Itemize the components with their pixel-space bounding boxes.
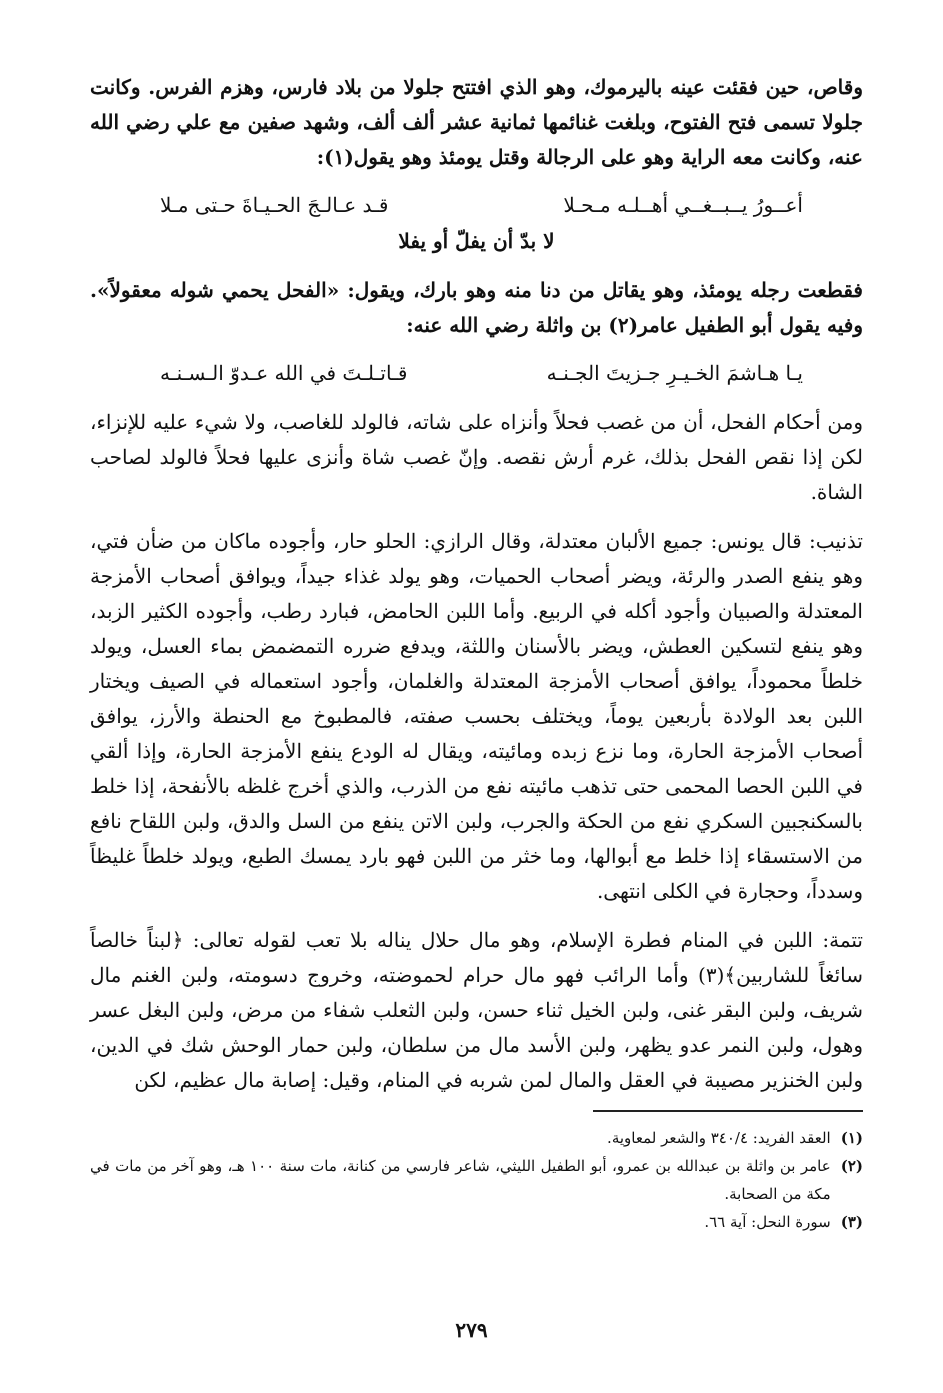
- footnote-number: (٣): [840, 1213, 863, 1231]
- footnote-item: [90, 1152, 863, 1208]
- verse-hemistich-left: قـاتـلـتَ في الله عـدوّ الـسـنـه: [160, 361, 408, 385]
- footnote-text: سورة النحل: آية ٦٦.: [704, 1213, 831, 1231]
- paragraph-tadhnib: تذنيب: قال يونس: جميع الألبان معتدلة، وقال الرازي: الحلو حار، وأجوده ماكان من ضأن فتي، وهو ينفع الصدر والرئة، ويضر أصحاب الحميات، وهو يولد غذاء جيداً، ويوافق أصحاب الأمزجة المعتدلة والصبيان وأجود أكله في الربيع. وأما اللبن الحامض، فبارد رطب، وأجوده الكثير الزبد، وهو ينفع لتسكين العطش، ويضر بالأسنان واللثة، ويدفع ضرره التمضمض بماء العسل، ويولد خلطاً محموداً، يوافق أصحاب الأمزجة المعتدلة والغلمان، وأجود استعماله في الصيف ويختار اللبن بعد الولادة بأربعين يوماً، ويختلف بحسب صفته، فالمطبوخ مع الحنطة والأرز، يوافق أصحاب الأمزجة الحارة، وما نزع زبده ومائيته، ويقال له الودع ينفع الأمزجة الحارة، وإذا ألقي في اللبن الحصا المحمى حتى تذهب مائيته نفع من الذرب، والذي أخرج غلظه بالأنفحة، إذا خلط بالسكنجبين السكري نفع من الحكة والجرب، ولبن الاتن ينفع من السل والدق، ولبن اللقاح نافع من الاستسقاء إذا خلط مع أبوالها، وما خثر من اللبن فهو بارد يمسك الطبع، ويولد خلطاً غليظاً وسدداً، وحجارة في الكلى انتهى.: [90, 529, 863, 903]
- footnote-item: [90, 1124, 863, 1152]
- page-number: ٢٧٩: [455, 1318, 488, 1342]
- footnote-number: (٢): [840, 1157, 863, 1175]
- footnote-separator: [593, 1110, 863, 1112]
- footnote-item: [90, 1208, 863, 1236]
- verse-hemistich-left: قـد عـالـجَ الحـيـاةَ حـتى مـلا: [160, 193, 389, 217]
- verse-hemistich-right: أعــورُ يــبــغــي أهــلـه مـحـلا: [563, 193, 803, 217]
- paragraph-leg-cut: فقطعت رجله يومئذ، وهو يقاتل من دنا منه وهو بارك، ويقول: «الفحل يحمي شوله معقولاً». وفيه يقول أبو الطفيل عامر(٢) بن واثلة رضي الله عنه:: [90, 278, 863, 337]
- footnote-number: (١): [840, 1129, 863, 1147]
- footnotes: [90, 1124, 863, 1236]
- paragraph-rulings: ومن أحكام الفحل، أن من غصب فحلاً وأنزاه على شاته، فالولد للغاصب، ولا شيء عليه للإنزاء، لكن إذا نقص الفحل بذلك، غرم أرش نقصه. وإنّ غصب شاة وأنزى عليها فحلاً فالولد لصاحب الشاة.: [90, 410, 863, 504]
- paragraph-tatimma: تتمة: اللبن في المنام فطرة الإسلام، وهو مال حلال يناله بلا تعب لقوله تعالى: ﴿لبناً خالصاً سائغاً للشاربين﴾(٣) وأما الرائب فهو مال حرام لحموضته، وخروج دسومته، ولبن الغنم مال شريف، ولبن البقر غنى، ولبن الخيل ثناء حسن، ولبن الثعلب شفاء من مرض، ولبن البغل عسر وهول، ولبن النمر عدو يظهر، ولبن الأسد مال من سلطان، ولبن حمار الوحش شك في الدين، ولبن الخنزير مصيبة في العقل والمال لمن شربه في المنام، وقيل: إصابة مال عظيم، لكن: [90, 928, 863, 1092]
- verse-line-3: [160, 355, 803, 391]
- verse-line-1: [160, 187, 803, 223]
- verse-hemistich-right: يـا هـاشمَ الخـيـرِ جـزيتَ الجـنـه: [546, 361, 803, 385]
- footnote-text: عامر بن واثلة بن عبدالله بن عمرو، أبو الطفيل الليثي، شاعر فارسي من كنانة، مات سنة ١٠٠ هـ، وهو آخر من مات في مكة من الصحابة.: [90, 1157, 831, 1203]
- paragraph-intro: وقاص، حين فقئت عينه باليرموك، وهو الذي افتتح جلولا من بلاد فارس، وهزم الفرس. وكانت جلولا تسمى فتح الفتوح، وبلغت غنائمها ثمانية عشر ألف ألف، وشهد صفين مع علي رضي الله عنه، وكانت معه الراية وهو على الرجالة وقتل يومئذ وهو يقول(١):: [90, 75, 863, 169]
- verse-line-2: لا بدّ أن يفلّ أو يفلا: [398, 229, 555, 253]
- footnote-text: العقد الفريد: ٣٤٠/٤ والشعر لمعاوية.: [607, 1129, 831, 1147]
